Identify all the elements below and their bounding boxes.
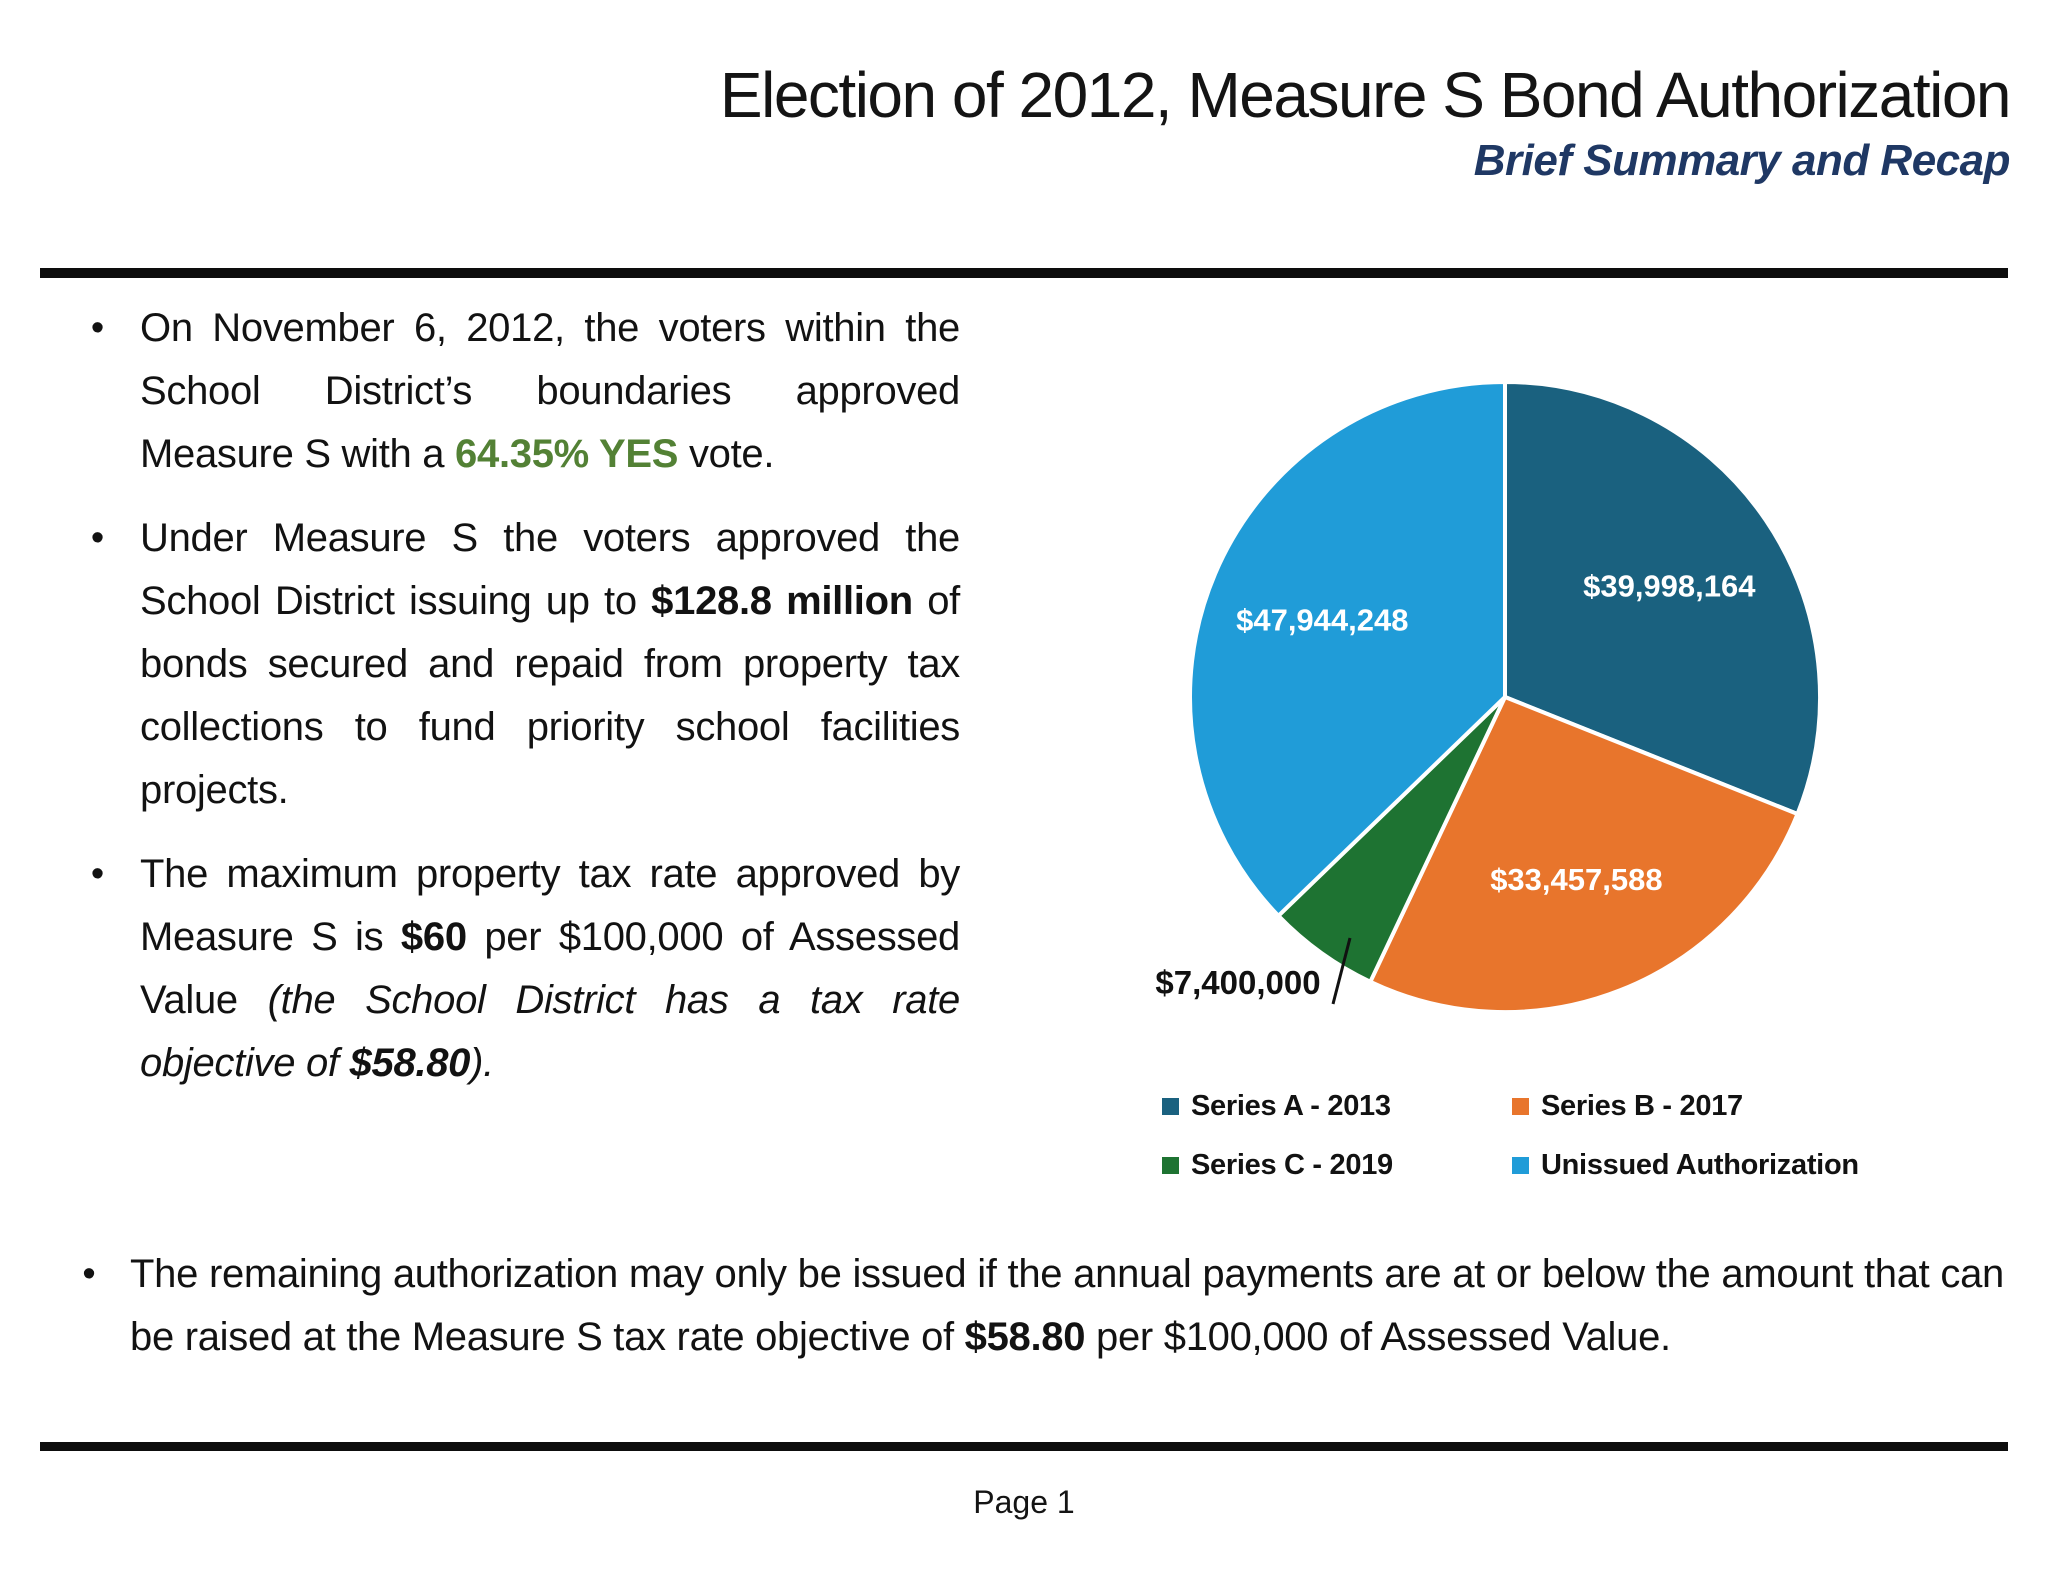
pie-data-label-1: $33,457,588 bbox=[1490, 861, 1663, 897]
text-run-italic: (the School District has a tax rate objective of bbox=[140, 978, 960, 1085]
bullet-text-remaining-authorization bbox=[130, 1243, 2004, 1369]
footer bbox=[0, 1484, 2048, 1521]
text-run: On November 6, 2012, the voters within the School District’s boundaries approved Measure S with a bbox=[140, 306, 960, 476]
bullet-text-authorization bbox=[140, 507, 960, 822]
text-run: The maximum property tax rate approved by Measure S is bbox=[140, 852, 960, 959]
text-run: per $100,000 of Assessed Value bbox=[140, 915, 960, 1022]
bullet-marker: • bbox=[82, 1253, 96, 1295]
bullet-item-remaining-authorization bbox=[48, 1243, 2004, 1369]
bullet-list bbox=[55, 297, 960, 1116]
legend-item-series-c bbox=[1162, 1149, 1512, 1182]
objective-rate-highlight: $58.80 bbox=[964, 1315, 1086, 1359]
top-divider bbox=[40, 268, 2008, 278]
rate-highlight: $60 bbox=[400, 915, 467, 959]
bullet-text-tax-rate bbox=[140, 843, 960, 1095]
text-run-italic: ). bbox=[470, 1041, 494, 1085]
pie-data-label-3: $47,944,248 bbox=[1236, 602, 1409, 638]
bullet-marker: • bbox=[90, 517, 105, 559]
legend-label-series-c: Series C - 2019 bbox=[1191, 1149, 1393, 1181]
legend-item-series-a bbox=[1162, 1090, 1512, 1123]
bullet-text-vote bbox=[140, 297, 960, 486]
legend-item-unissued bbox=[1512, 1149, 1859, 1182]
text-run: vote. bbox=[678, 432, 775, 476]
series-b-swatch-icon bbox=[1512, 1098, 1529, 1115]
bullet-item-authorization bbox=[55, 507, 960, 822]
pie-chart-area bbox=[1130, 330, 1990, 1250]
page-number: Page 1 bbox=[973, 1484, 1075, 1520]
yes-percentage-highlight: 64.35% YES bbox=[455, 432, 679, 476]
pie-chart bbox=[1130, 330, 1890, 1050]
series-c-swatch-icon bbox=[1162, 1157, 1179, 1174]
text-run: Under Measure S the voters approved the School District issuing up to bbox=[140, 516, 960, 623]
objective-rate-highlight: $58.80 bbox=[349, 1041, 471, 1085]
unissued-swatch-icon bbox=[1512, 1157, 1529, 1174]
text-run: of bonds secured and repaid from property tax collections to fund priority school facilities projects. bbox=[140, 579, 960, 812]
amount-highlight: $128.8 million bbox=[651, 579, 913, 623]
series-a-swatch-icon bbox=[1162, 1098, 1179, 1115]
chart-legend bbox=[1162, 1090, 1859, 1182]
bullet-item-vote bbox=[55, 297, 960, 486]
bullet-item-tax-rate bbox=[55, 843, 960, 1095]
text-run: The remaining authorization may only be issued if the annual payments are at or below the amount that can be raised at the Measure S tax rate objective of bbox=[130, 1252, 2004, 1359]
page-subtitle: Brief Summary and Recap bbox=[1473, 135, 2010, 185]
legend-label-series-a: Series A - 2013 bbox=[1191, 1090, 1391, 1122]
pie-data-label-0: $39,998,164 bbox=[1583, 568, 1756, 604]
legend-label-series-b: Series B - 2017 bbox=[1541, 1090, 1743, 1122]
bottom-divider bbox=[40, 1442, 2008, 1451]
text-run: per $100,000 of Assessed Value. bbox=[1085, 1315, 1671, 1359]
pie-data-label-2: $7,400,000 bbox=[1155, 964, 1321, 1001]
header bbox=[720, 60, 2010, 186]
bullet-marker: • bbox=[90, 853, 105, 895]
bullet-marker: • bbox=[90, 307, 105, 349]
legend-label-unissued: Unissued Authorization bbox=[1541, 1149, 1859, 1181]
page-title: Election of 2012, Measure S Bond Authorization bbox=[719, 59, 2010, 131]
legend-item-series-b bbox=[1512, 1090, 1859, 1123]
